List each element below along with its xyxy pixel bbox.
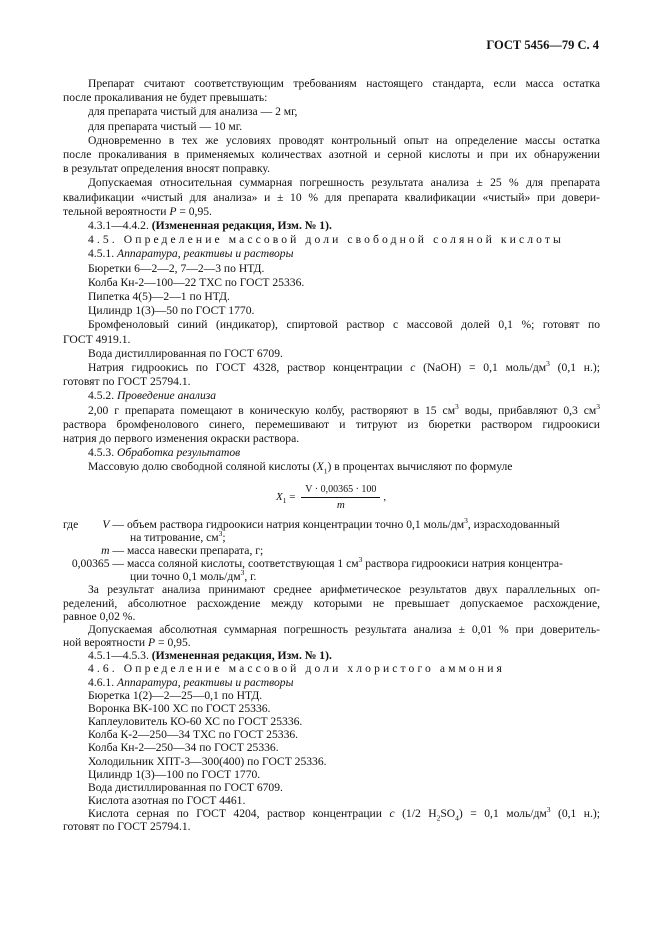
text-line bbox=[63, 583, 600, 596]
superscript: 3 bbox=[358, 555, 363, 565]
text-run: SO bbox=[440, 807, 456, 821]
text-line bbox=[63, 794, 600, 807]
text-run: Цилиндр 1(3)—50 по ГОСТ 1770. bbox=[88, 304, 255, 318]
text-line bbox=[63, 728, 600, 741]
text-line bbox=[63, 389, 600, 403]
text-line bbox=[63, 276, 600, 290]
text-run: после прокаливания не будет превышать: bbox=[63, 91, 268, 105]
section-heading bbox=[63, 662, 600, 675]
superscript: 3 bbox=[546, 805, 551, 815]
text-run: раствора бромфенолового синего, перемешивают и титруют из бюретки раствором гидроокиси bbox=[63, 417, 600, 431]
text-run: (NaOH) = 0,1 моль/дм bbox=[415, 361, 547, 375]
formula-fraction bbox=[301, 483, 380, 512]
superscript: 3 bbox=[240, 568, 245, 578]
text-line bbox=[63, 741, 600, 754]
text-line bbox=[63, 318, 600, 332]
text-run: Допускаемая абсолютная суммарная погрешность результата анализа ± 0,01 % при доверитель- bbox=[88, 622, 600, 636]
text-run: для препарата чистый — 10 мг. bbox=[88, 119, 243, 133]
text-run: Допускаемая относительная суммарная погрешность результата анализа ± 25 % для препарата bbox=[88, 176, 600, 190]
subscript: 4 bbox=[455, 813, 459, 823]
text-line bbox=[63, 205, 600, 219]
text-run: ) = 0,1 моль/дм bbox=[458, 807, 547, 821]
text-run: воды, прибавляют 0,3 см bbox=[458, 403, 597, 417]
text-run: равное 0,02 %. bbox=[63, 609, 136, 623]
text-run: = 0,95. bbox=[155, 636, 191, 650]
subscript: 2 bbox=[436, 813, 441, 823]
text-run: ределений, абсолютное расхождение между которыми не превышает допускаемое расхождение, bbox=[63, 596, 600, 610]
text-run: Колба Кн-2—250—34 по ГОСТ 25336. bbox=[88, 741, 279, 755]
text-run: Холодильник ХПТ-3—300(400) по ГОСТ 25336. bbox=[88, 754, 327, 768]
text-run: для препарата чистый для анализа — 2 мг, bbox=[88, 105, 298, 119]
text-run: Каплеуловитель КО-60 ХС по ГОСТ 25336. bbox=[88, 715, 303, 729]
text-run: Воронка ВК-100 ХС по ГОСТ 25336. bbox=[88, 701, 271, 715]
text-run: ; bbox=[222, 530, 226, 544]
bold-run: (Измененная редакция, Изм. № 1). bbox=[151, 649, 332, 663]
text-run: Натрия гидроокись по ГОСТ 4328, раствор концентрации bbox=[88, 361, 411, 375]
text-run: раствора гидроокиси натрия концентра- bbox=[362, 557, 563, 571]
formula-tail: , bbox=[383, 490, 387, 503]
text-line bbox=[63, 134, 600, 148]
formula-lhs bbox=[276, 491, 286, 504]
superscript: 3 bbox=[596, 401, 600, 411]
definition-continuation bbox=[63, 570, 600, 583]
text-run: квалификации «чистый для анализа» и ± 10 % для препарата квалификации «чистый» при довери- bbox=[63, 190, 600, 204]
text-run: За результат анализа принимают среднее арифметическое результатов двух параллельных оп- bbox=[88, 583, 600, 597]
italic-run: Аппаратура, реактивы и растворы bbox=[116, 247, 294, 261]
bold-run: (Измененная редакция, Изм. № 1). bbox=[151, 219, 332, 233]
text-run: объем раствора гидроокиси натрия концентрации точно 0,1 моль/дм bbox=[127, 517, 465, 531]
text-run: в результат определения вносят поправку. bbox=[63, 162, 270, 176]
text-run: 4.6.1. bbox=[88, 675, 117, 689]
page-body bbox=[63, 77, 600, 833]
text-run: Препарат считают соответствующим требованиям настоящего стандарта, если масса остатка bbox=[88, 77, 600, 90]
text-run: 4.5. Определение массовой доли свободной соляной кислоты bbox=[88, 233, 564, 247]
text-run: Бюретки 6—2—2, 7—2—3 по НТД. bbox=[88, 261, 265, 275]
page-header: ГОСТ 5456—79 С. 4 bbox=[486, 38, 599, 52]
definition-continuation bbox=[63, 528, 600, 544]
text-run: Бромфеноловый синий (индикатор), спиртовой раствор с массовой долей 0,1 %; готовят по bbox=[88, 318, 600, 332]
text-line bbox=[63, 91, 600, 105]
text-line bbox=[63, 347, 600, 361]
text-run: (0,1 н.); bbox=[549, 361, 600, 375]
italic-run: c bbox=[389, 807, 395, 821]
text-run: Вода дистиллированная по ГОСТ 6709. bbox=[88, 346, 283, 360]
text-run: 4.6. Определение массовой доли хлористого аммония bbox=[88, 662, 505, 676]
italic-run: Проведение анализа bbox=[116, 389, 217, 403]
text-run: масса соляной кислоты, соответствующая 1 см bbox=[127, 557, 359, 571]
text-run: 4.5.3. bbox=[88, 446, 117, 460]
text-line bbox=[63, 649, 600, 662]
text-line bbox=[63, 820, 600, 833]
text-line bbox=[63, 148, 600, 162]
text-run: Вода дистиллированная по ГОСТ 6709. bbox=[88, 780, 283, 794]
text-line bbox=[63, 781, 600, 794]
text-run: после прокаливания в применяемых количествах азотной и серной кислоты и при их обнаружении bbox=[63, 148, 600, 162]
text-run: Колба К-2—250—34 ТХС по ГОСТ 25336. bbox=[88, 728, 299, 742]
text-line bbox=[63, 219, 600, 233]
text-line bbox=[63, 361, 600, 375]
text-run: 4.5.2. bbox=[88, 389, 117, 403]
text-run: тельной вероятности bbox=[63, 204, 170, 218]
italic-run: P bbox=[148, 636, 156, 650]
text-line bbox=[63, 715, 600, 728]
text-line bbox=[63, 176, 600, 190]
text-run: ГОСТ 4919.1. bbox=[63, 332, 131, 346]
text-run: 4.5.1. bbox=[88, 247, 117, 261]
text-run: , израсходованный bbox=[467, 517, 560, 531]
definition-item bbox=[63, 544, 600, 557]
text-run: (0,1 н.); bbox=[550, 807, 600, 821]
superscript: 3 bbox=[218, 528, 223, 538]
text-line bbox=[63, 446, 600, 460]
text-line bbox=[63, 401, 600, 418]
text-run: Массовую долю свободной соляной кислоты ( bbox=[88, 460, 317, 474]
text-line bbox=[63, 120, 600, 134]
definition-term: V — bbox=[102, 517, 124, 531]
text-run: = 0,95. bbox=[176, 204, 212, 218]
text-run: масса навески препарата, г; bbox=[127, 544, 264, 557]
definition-lead: где bbox=[63, 517, 79, 531]
text-line bbox=[63, 768, 600, 781]
text-run: 2,00 г препарата помещают в коническую колбу, растворяют в 15 см bbox=[88, 403, 456, 417]
text-line bbox=[63, 689, 600, 702]
definition-term: m — bbox=[101, 544, 124, 557]
text-run: на титрование, см bbox=[130, 530, 219, 544]
definition-text bbox=[127, 557, 600, 570]
text-line bbox=[63, 636, 600, 649]
formula-denominator: m bbox=[336, 498, 345, 511]
text-line bbox=[63, 805, 600, 823]
text-line bbox=[63, 262, 600, 276]
text-line bbox=[63, 247, 600, 261]
text-run: Кислота серная по ГОСТ 4204, раствор концентрации bbox=[88, 807, 390, 821]
text-line bbox=[63, 623, 600, 636]
text-line bbox=[63, 702, 600, 715]
italic-run: Обработка результатов bbox=[116, 446, 241, 460]
equals-sign: = bbox=[286, 490, 299, 503]
text-line bbox=[63, 105, 600, 119]
text-line bbox=[63, 290, 600, 304]
superscript: 3 bbox=[546, 359, 550, 369]
text-line bbox=[63, 460, 600, 474]
formula bbox=[276, 483, 600, 512]
text-line bbox=[63, 375, 600, 389]
text-run: натрия до первого изменения окраски раствора. bbox=[63, 432, 300, 446]
text-line bbox=[63, 755, 600, 768]
subscript: 1 bbox=[323, 466, 328, 476]
text-run: Цилиндр 1(3)—100 по ГОСТ 1770. bbox=[88, 767, 261, 781]
text-line bbox=[63, 304, 600, 318]
text-run: 4.3.1—4.4.2. bbox=[88, 219, 152, 233]
text-line bbox=[63, 333, 600, 347]
definition-item bbox=[63, 557, 600, 570]
text-line bbox=[63, 597, 600, 610]
text-run: (1/2 H bbox=[394, 807, 437, 821]
superscript: 3 bbox=[464, 515, 468, 525]
text-run: , г. bbox=[244, 570, 257, 584]
text-run: Бюретка 1(2)—2—25—0,1 по НТД. bbox=[88, 688, 263, 702]
formula-numerator: V · 0,00365 · 100 bbox=[301, 483, 380, 498]
text-run: Кислота азотная по ГОСТ 4461. bbox=[88, 793, 246, 807]
definition-item bbox=[63, 515, 600, 531]
text-run: ной вероятности bbox=[63, 636, 149, 650]
text-line bbox=[63, 162, 600, 176]
formula-sub: 1 bbox=[282, 495, 287, 505]
text-block-upper bbox=[63, 77, 600, 475]
text-run: ) в процентах вычисляют по формуле bbox=[327, 460, 513, 474]
text-line bbox=[63, 676, 600, 689]
italic-run: P bbox=[169, 204, 177, 218]
text-run: ции точно 0,1 моль/дм bbox=[130, 570, 241, 584]
text-run: Колба Кн-2—100—22 ТХС по ГОСТ 25336. bbox=[88, 275, 305, 289]
section-heading bbox=[63, 233, 600, 247]
definition-term: 0,00365 — bbox=[71, 557, 124, 571]
text-line bbox=[63, 77, 600, 91]
text-run: готовят по ГОСТ 25794.1. bbox=[63, 375, 191, 389]
formula-var: X bbox=[276, 490, 283, 503]
italic-run: c bbox=[410, 361, 416, 375]
text-run: Одновременно в тех же условиях проводят контрольный опыт на определение массы остатка bbox=[88, 133, 600, 147]
definition-text bbox=[127, 515, 600, 531]
text-line bbox=[63, 610, 600, 623]
italic-run: X bbox=[316, 460, 324, 474]
text-run: 4.5.1—4.5.3. bbox=[88, 649, 152, 663]
text-block-lower bbox=[63, 515, 600, 834]
text-line bbox=[63, 418, 600, 432]
italic-run: Аппаратура, реактивы и растворы bbox=[116, 675, 294, 689]
text-line bbox=[63, 432, 600, 446]
text-line bbox=[63, 191, 600, 205]
text-run: готовят по ГОСТ 25794.1. bbox=[63, 820, 191, 834]
definition-text bbox=[127, 544, 600, 557]
superscript: 3 bbox=[455, 401, 459, 411]
text-run: Пипетка 4(5)—2—1 по НТД. bbox=[88, 290, 230, 304]
